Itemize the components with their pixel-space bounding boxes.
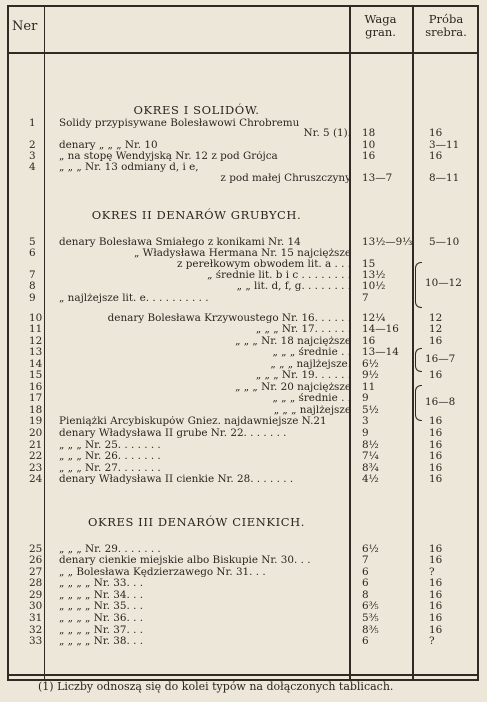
row-description: „ „ „ Nr. 13 odmiany d, i e, xyxy=(59,162,199,173)
table-row xyxy=(7,359,479,370)
table-row xyxy=(7,162,479,173)
section-title: OKRES II DENARÓW GRUBYCH. xyxy=(91,208,302,222)
footnote-rule xyxy=(7,674,479,676)
table-row xyxy=(7,613,479,624)
row-proba: 16 xyxy=(429,439,443,451)
row-proba: 16 xyxy=(429,450,443,462)
table-row xyxy=(7,474,479,485)
row-proba: 16 xyxy=(429,462,443,474)
row-number: 33 xyxy=(29,635,43,647)
header-proba xyxy=(416,13,476,39)
row-number: 21 xyxy=(29,439,43,451)
row-description: „ „ „ „ Nr. 37. . . xyxy=(59,625,144,636)
row-number: 9 xyxy=(29,292,36,304)
row-description: Solidy przypisywane Bolesławowi Chrobremu xyxy=(59,118,300,129)
row-number: 30 xyxy=(29,600,43,612)
row-description: „ „ „ średnie . . xyxy=(272,393,351,404)
table-row xyxy=(7,590,479,601)
table-row xyxy=(7,625,479,636)
table-row xyxy=(7,544,479,555)
row-number: 12 xyxy=(29,335,43,347)
row-number: 24 xyxy=(29,473,43,485)
row-number: 6 xyxy=(29,247,36,259)
row-waga: 9½ xyxy=(362,369,379,381)
table-row xyxy=(7,393,479,404)
row-proba: ? xyxy=(429,635,435,647)
row-waga: 12¼ xyxy=(362,312,386,324)
row-description: denary „ „ „ Nr. 10 xyxy=(59,140,158,151)
table-row xyxy=(7,293,479,304)
row-waga: 8½ xyxy=(362,439,379,451)
row-waga: 8¾ xyxy=(362,462,379,474)
row-number: 4 xyxy=(29,161,36,173)
header-nr: Ner xyxy=(12,19,38,34)
row-proba: 12 xyxy=(429,312,443,324)
table-row xyxy=(7,237,479,248)
row-number: 13 xyxy=(29,346,43,358)
table-row xyxy=(7,259,479,270)
row-number: 15 xyxy=(29,369,43,381)
row-proba: 8—11 xyxy=(429,172,460,184)
row-waga: 13½ xyxy=(362,269,386,281)
row-description: z pod małej Chruszczyny xyxy=(220,173,351,184)
row-number: 29 xyxy=(29,589,43,601)
row-description: „ „ „ Nr. 18 najcięższe xyxy=(235,336,351,347)
row-proba: 16 xyxy=(429,415,443,427)
table-row xyxy=(7,347,479,358)
table-row xyxy=(7,578,479,589)
table-row xyxy=(7,173,479,184)
row-description: „ „ „ Nr. 25. . . . . . . xyxy=(59,440,161,451)
table-row xyxy=(7,405,479,416)
row-description: denary Bolesława Krzywoustego Nr. 16. . . . . . xyxy=(107,313,351,324)
row-number: 26 xyxy=(29,554,43,566)
table-row xyxy=(7,313,479,324)
table-row xyxy=(7,567,479,578)
row-proba: 16 xyxy=(429,543,443,555)
row-proba: 12 xyxy=(429,323,443,335)
row-number: 22 xyxy=(29,450,43,462)
section-title: OKRES III DENARÓW CIENKICH. xyxy=(87,515,306,529)
row-description: „ „ „ „ Nr. 33. . . xyxy=(59,578,144,589)
row-waga: 6½ xyxy=(362,358,379,370)
table-row xyxy=(7,440,479,451)
bracket xyxy=(415,348,422,372)
header-proba-line1: Próba xyxy=(428,12,464,26)
header-rule xyxy=(7,52,479,54)
row-description: „ „ „ „ Nr. 34. . . xyxy=(59,590,144,601)
row-description: „ „ „ Nr. 27. . . . . . . xyxy=(59,463,161,474)
row-waga: 6 xyxy=(362,566,369,578)
row-waga: 16 xyxy=(362,335,376,347)
row-waga: 8⅗ xyxy=(362,624,379,636)
row-description: „ „ „ Nr. 17. . . . . . xyxy=(255,324,351,335)
row-description: „ Władysława Hermana Nr. 15 najcięższe xyxy=(133,248,351,259)
row-proba: 16 xyxy=(429,612,443,624)
row-number: 11 xyxy=(29,323,43,335)
row-waga: 9 xyxy=(362,392,369,404)
table-row xyxy=(7,636,479,647)
row-waga: 18 xyxy=(362,127,376,139)
row-proba: 16 xyxy=(429,127,443,139)
row-description: „ średnie lit. b i c . . . . . . . . xyxy=(207,270,351,281)
row-proba: 16 xyxy=(429,150,443,162)
row-number: 5 xyxy=(29,236,36,248)
row-waga: 8 xyxy=(362,589,369,601)
row-waga: 7 xyxy=(362,292,369,304)
row-number: 2 xyxy=(29,139,36,151)
row-waga: 6 xyxy=(362,577,369,589)
row-proba: 5—10 xyxy=(429,236,460,248)
row-number: 28 xyxy=(29,577,43,589)
row-description: denary cienkie miejskie albo Biskupie Nr. 30. . . xyxy=(59,555,311,566)
row-waga: 6⅗ xyxy=(362,600,379,612)
row-number: 27 xyxy=(29,566,43,578)
row-number: 17 xyxy=(29,392,43,404)
row-waga: 14—16 xyxy=(362,323,399,335)
row-description: z perełkowym obwodem lit. a . . . xyxy=(177,259,351,270)
row-description: „ „ „ średnie . . xyxy=(272,347,351,358)
row-number: 20 xyxy=(29,427,43,439)
row-proba: 16 xyxy=(429,554,443,566)
row-description: „ „ „ Nr. 20 najcięższe xyxy=(235,382,351,393)
row-waga: 13½—9⅓ xyxy=(362,236,413,248)
row-number: 25 xyxy=(29,543,43,555)
row-waga: 10½ xyxy=(362,280,386,292)
row-proba: 16 xyxy=(429,589,443,601)
row-proba: ? xyxy=(429,566,435,578)
row-waga: 3 xyxy=(362,415,369,427)
row-waga: 7 xyxy=(362,554,369,566)
row-waga: 13—14 xyxy=(362,346,399,358)
bracket-label: 10—12 xyxy=(425,277,462,289)
header-waga xyxy=(353,13,408,39)
row-description: „ „ „ „ Nr. 38. . . xyxy=(59,636,144,647)
table-row xyxy=(7,248,479,259)
row-description: denary Władysława II cienkie Nr. 28. . . . . . . xyxy=(59,474,294,485)
row-description: „ „ „ Nr. 19. . . . . . xyxy=(255,370,351,381)
row-waga: 5½ xyxy=(362,404,379,416)
row-proba: 16 xyxy=(429,369,443,381)
row-description: „ „ „ najlżejsze xyxy=(273,405,351,416)
row-proba: 3—11 xyxy=(429,139,460,151)
row-description: „ „ „ „ Nr. 36. . . xyxy=(59,613,144,624)
row-waga: 10 xyxy=(362,139,376,151)
table-row xyxy=(7,601,479,612)
row-description: „ „ lit. d, f, g. . . . . . . . xyxy=(236,281,351,292)
row-number: 1 xyxy=(29,117,36,129)
row-description: „ „ „ Nr. 26. . . . . . . xyxy=(59,451,161,462)
table-row xyxy=(7,370,479,381)
bracket-label: 16—8 xyxy=(425,396,456,408)
row-description: „ na stopę Wendyjską Nr. 12 z pod Grójca xyxy=(59,151,278,162)
table-row xyxy=(7,281,479,292)
row-description: „ „ Bolesława Kędzierzawego Nr. 31. . . xyxy=(59,567,266,578)
table-row xyxy=(7,416,479,427)
row-number: 32 xyxy=(29,624,43,636)
row-waga: 7¼ xyxy=(362,450,379,462)
bracket xyxy=(415,262,422,308)
table-row xyxy=(7,428,479,439)
row-waga: 6½ xyxy=(362,543,379,555)
header-proba-line2: srebra. xyxy=(425,25,467,39)
table-row xyxy=(7,270,479,281)
row-number: 7 xyxy=(29,269,36,281)
row-waga: 11 xyxy=(362,381,376,393)
row-number: 31 xyxy=(29,612,43,624)
row-proba: 16 xyxy=(429,624,443,636)
table-row xyxy=(7,140,479,151)
row-description: „ „ „ najlżejsze. xyxy=(270,359,351,370)
header-waga-line2: gran. xyxy=(365,25,396,39)
row-waga: 6 xyxy=(362,635,369,647)
row-waga: 16 xyxy=(362,150,376,162)
row-number: 23 xyxy=(29,462,43,474)
row-waga: 15 xyxy=(362,258,376,270)
row-number: 19 xyxy=(29,415,43,427)
table-row xyxy=(7,451,479,462)
row-proba: 16 xyxy=(429,427,443,439)
table-row xyxy=(7,463,479,474)
footnote: (1) Liczby odnoszą się do kolei typów na dołączonych tablicach. xyxy=(38,680,394,693)
row-number: 16 xyxy=(29,381,43,393)
row-description: Pieniążki Arcybiskupów Gniez. najdawniejsze N.21 xyxy=(59,416,327,427)
table-row xyxy=(7,128,479,139)
row-description: „ „ „ „ Nr. 35. . . xyxy=(59,601,144,612)
row-number: 8 xyxy=(29,280,36,292)
row-description: „ „ „ Nr. 29. . . . . . . xyxy=(59,544,161,555)
row-proba: 16 xyxy=(429,577,443,589)
bracket xyxy=(415,385,422,421)
row-description: denary Władysława II grube Nr. 22. . . . . . . xyxy=(59,428,287,439)
table-row xyxy=(7,382,479,393)
section-title: OKRES I SOLIDÓW. xyxy=(133,103,260,117)
table-row xyxy=(7,555,479,566)
row-waga: 9 xyxy=(362,427,369,439)
row-waga: 13—7 xyxy=(362,172,393,184)
row-waga: 4½ xyxy=(362,473,379,485)
table-row xyxy=(7,151,479,162)
table-row xyxy=(7,336,479,347)
row-description: Nr. 5 (1). xyxy=(303,128,351,139)
row-number: 3 xyxy=(29,150,36,162)
header-waga-line1: Waga xyxy=(364,12,397,26)
row-proba: 16 xyxy=(429,473,443,485)
row-number: 10 xyxy=(29,312,43,324)
table-row xyxy=(7,324,479,335)
row-description: „ najlżejsze lit. e. . . . . . . . . . xyxy=(59,293,209,304)
row-waga: 5⅗ xyxy=(362,612,379,624)
row-proba: 16 xyxy=(429,335,443,347)
bracket-label: 16—7 xyxy=(425,353,456,365)
row-number: 18 xyxy=(29,404,43,416)
row-description: denary Bolesława Śmiałego z konikami Nr. 14 xyxy=(59,237,301,248)
row-proba: 16 xyxy=(429,600,443,612)
row-number: 14 xyxy=(29,358,43,370)
